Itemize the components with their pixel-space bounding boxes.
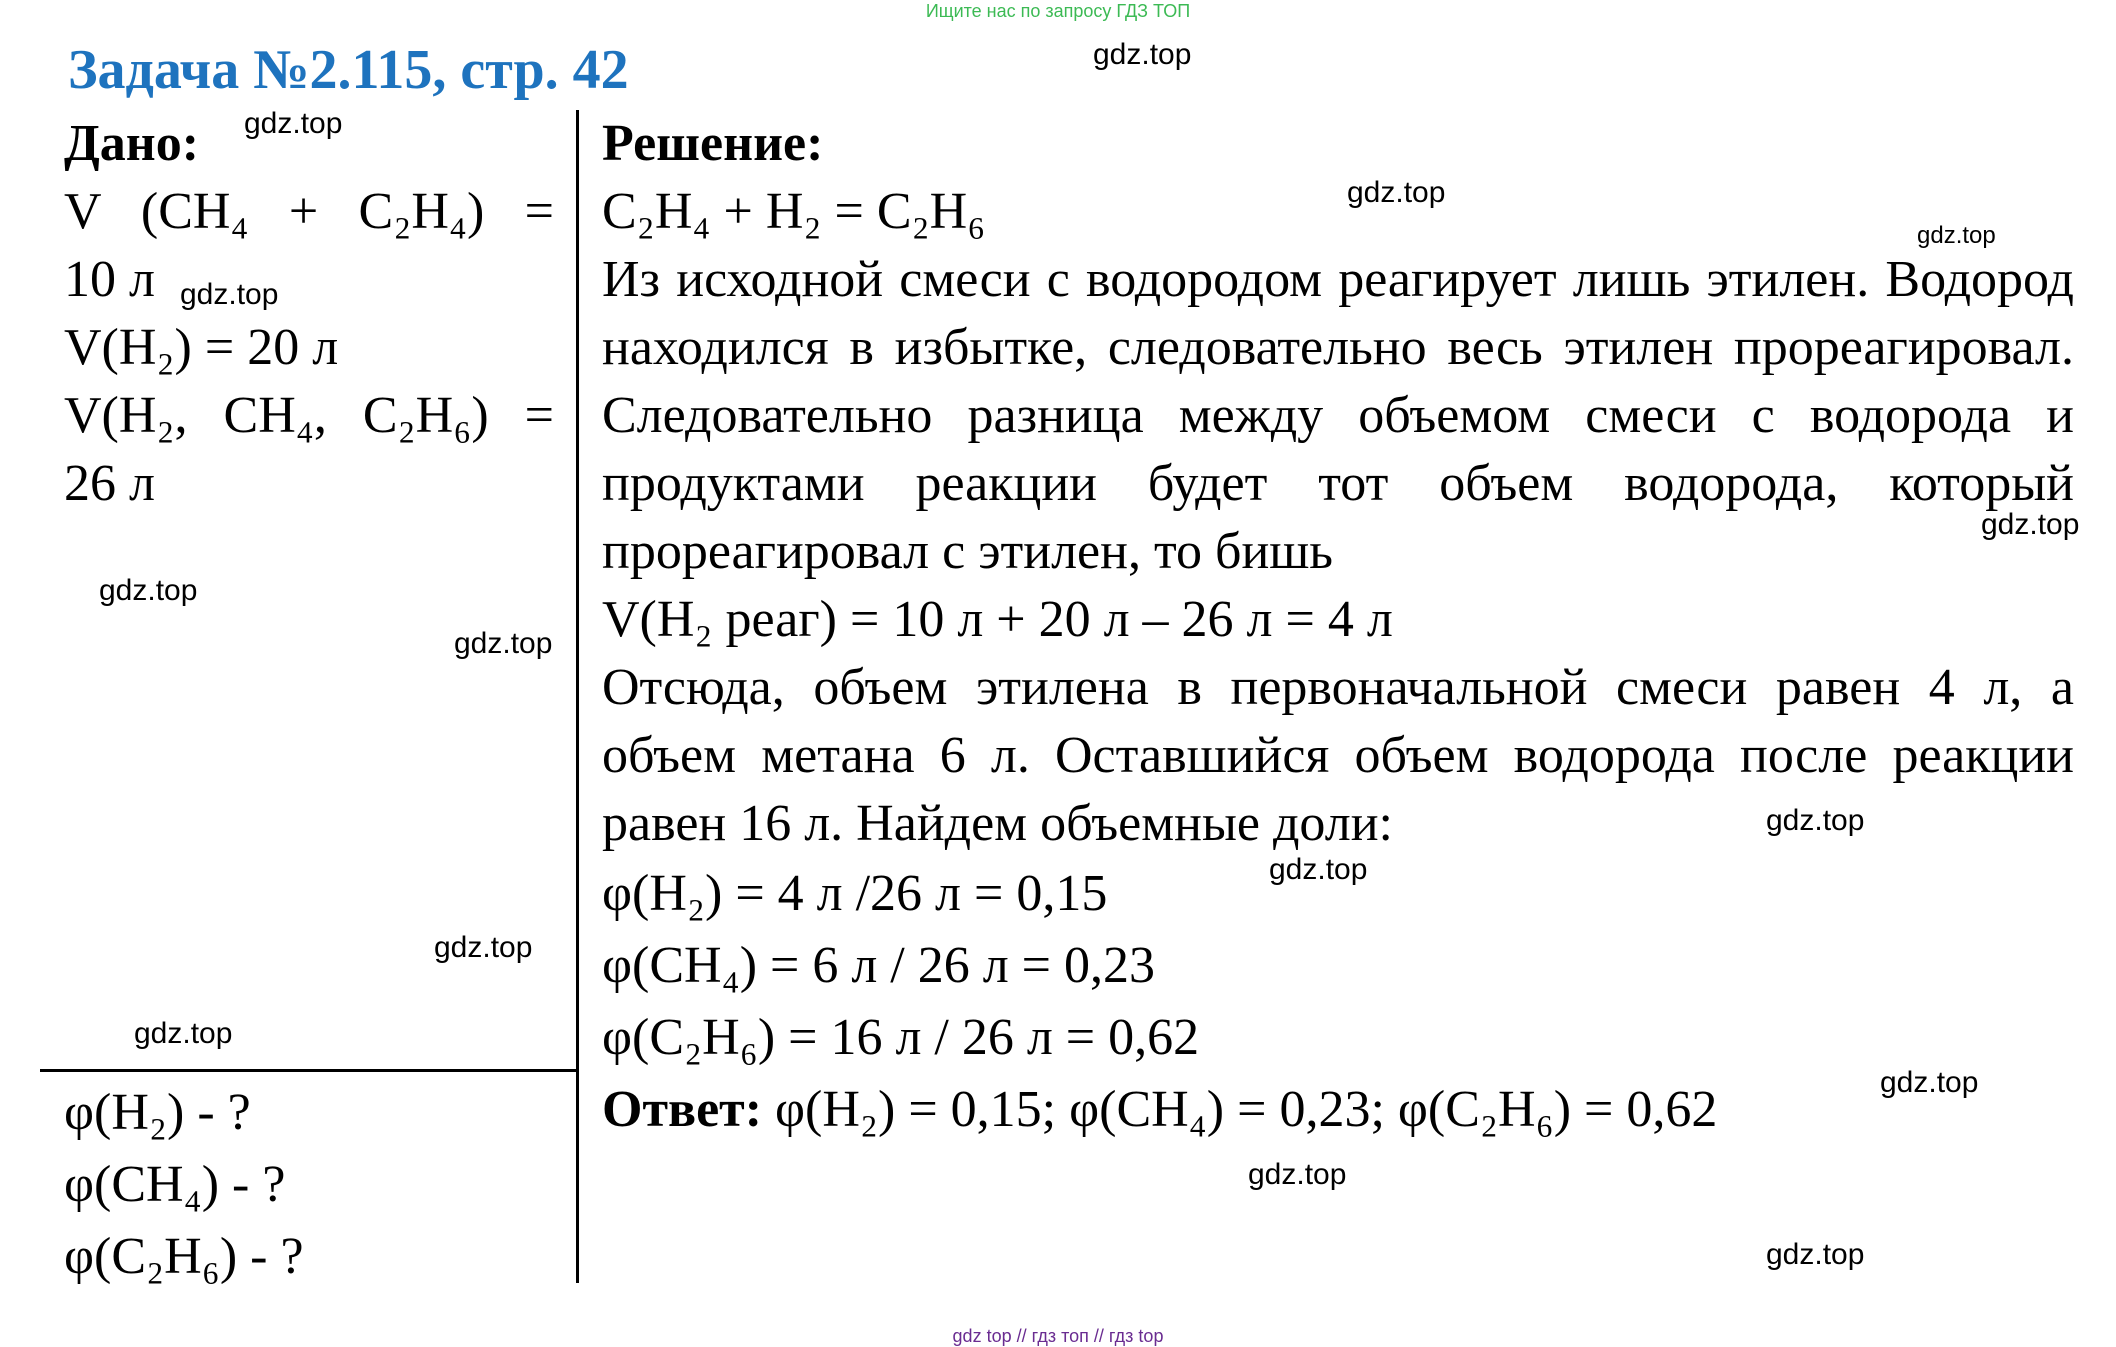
given-line-hydrogen-volume: V(H₂) = 20 л	[64, 319, 339, 376]
given-line-mixture-value: 10 л	[64, 251, 155, 308]
given-find-divider	[40, 1069, 578, 1072]
phi-h2-calc: φ(H₂) = 4 л /26 л = 0,15	[602, 865, 1108, 922]
footer-links: gdz top // гдз топ // гдз top	[952, 1326, 1164, 1346]
watermark: gdz.top	[1981, 508, 2080, 541]
solution-paragraph-2: Отсюда, объем этилена в первоначальной смеси равен 4 л, а объем метана 6 л. Оставшийся объем водорода после реакции равен 16 л. Найдем объемные доли:	[602, 659, 2074, 852]
find-phi-c2h6: φ(C₂H₆) - ?	[64, 1228, 304, 1285]
watermark: gdz.top	[244, 107, 343, 140]
reaction-equation: C₂H₄ + H₂ = C₂H₆	[602, 183, 986, 240]
watermark: gdz.top	[1917, 222, 1996, 249]
phi-c2h6-calc: φ(C₂H₆) = 16 л / 26 л = 0,62	[602, 1009, 1200, 1066]
column-divider	[576, 110, 579, 1283]
solution-paragraph-1: Из исходной смеси с водородом реагирует лишь этилен. Водород находился в избытке, следовательно весь этилен прореагировал. Следовательно разница между объемом смеси с водорода и продуктами реакции будет тот объем водорода, который прореагировал с этилен, то бишь	[602, 251, 2074, 580]
watermark: gdz.top	[454, 627, 553, 660]
given-line-mixture-volume: V (CH₄ + C₂H₄) =	[64, 183, 554, 240]
answer-text: φ(H₂) = 0,15; φ(CH₄) = 0,23; φ(C₂H₆) = 0,62	[775, 1081, 1718, 1138]
watermark: gdz.top	[1347, 176, 1446, 209]
reacted-hydrogen-volume: V(H₂ реаг) = 10 л + 20 л – 26 л = 4 л	[602, 591, 1393, 648]
answer-label: Ответ:	[602, 1081, 763, 1138]
watermark: gdz.top	[1269, 853, 1368, 886]
find-phi-h2: φ(H₂) - ?	[64, 1084, 251, 1141]
top-banner: Ищите нас по запросу ГДЗ ТОП	[925, 1, 1191, 21]
find-phi-ch4: φ(CH₄) - ?	[64, 1156, 286, 1213]
given-line-final-value: 26 л	[64, 455, 155, 512]
find-block	[64, 1077, 304, 1293]
answer-line	[602, 1074, 2074, 1146]
watermark: gdz.top	[180, 278, 279, 311]
given-heading: Дано:	[64, 115, 200, 172]
watermark: gdz.top	[1093, 38, 1192, 71]
phi-ch4-calc: φ(CH₄) = 6 л / 26 л = 0,23	[602, 937, 1156, 994]
watermark: gdz.top	[1766, 804, 1865, 837]
watermark: gdz.top	[1766, 1238, 1865, 1271]
watermark: gdz.top	[99, 574, 198, 607]
solution-heading: Решение:	[602, 115, 824, 172]
given-block	[64, 110, 554, 518]
watermark: gdz.top	[434, 931, 533, 964]
watermark: gdz.top	[1880, 1066, 1979, 1099]
watermark: gdz.top	[1248, 1158, 1347, 1191]
page-title: Задача №2.115, стр. 42	[68, 39, 629, 101]
given-line-final-volume: V(H₂, CH₄, C₂H₆) =	[64, 387, 554, 444]
watermark: gdz.top	[134, 1017, 233, 1050]
solution-block	[602, 110, 2074, 1146]
